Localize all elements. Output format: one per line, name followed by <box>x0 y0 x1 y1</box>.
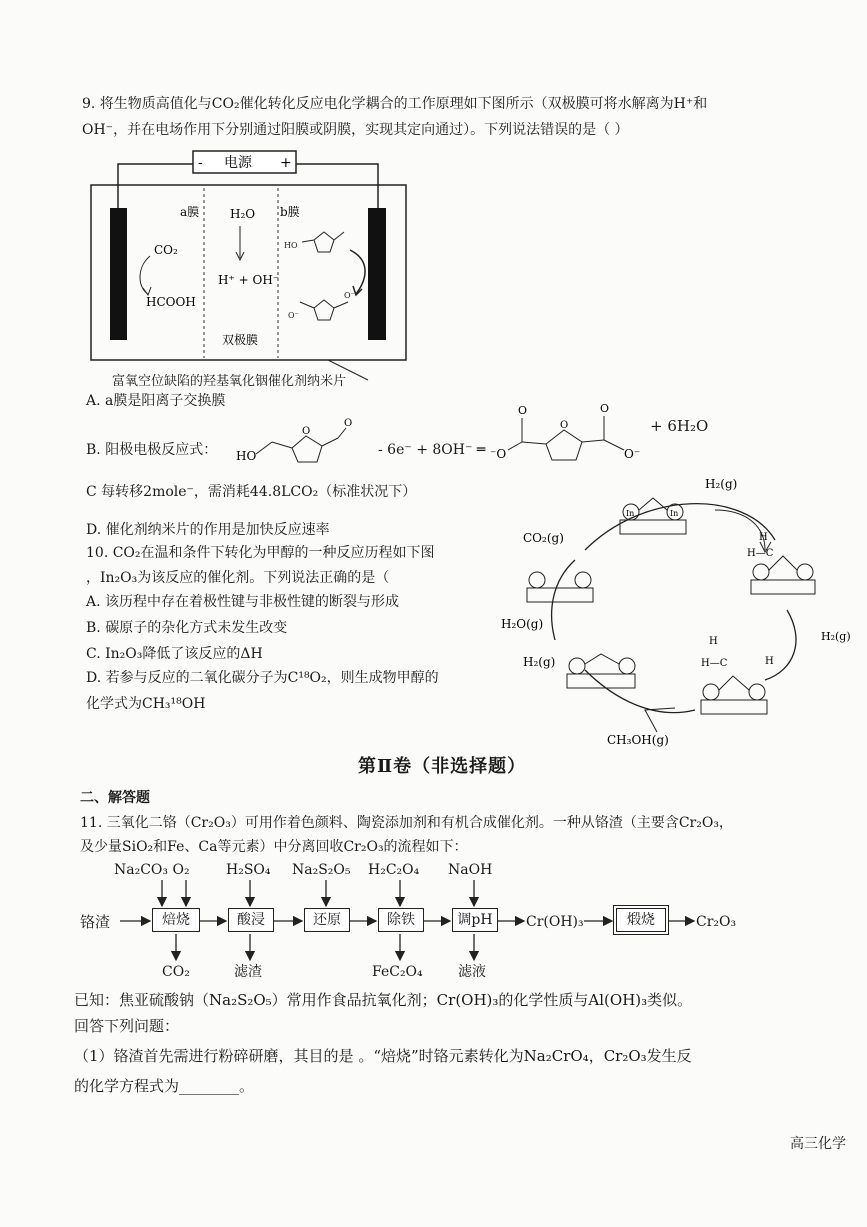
cathode-electrode <box>110 208 127 340</box>
q11-stem-line2: 及少量SiO₂和Fe、Ca等元素）中分离回收Cr₂O₃的流程如下： <box>80 839 468 855</box>
svg-text:O⁻: O⁻ <box>288 311 299 320</box>
svg-text:H—C: H—C <box>701 658 728 669</box>
ch3oh-gas-label: CH₃OH(g) <box>607 733 669 747</box>
reagent-remove-fe: H₂C₂O₄ <box>368 862 420 878</box>
flow-start: 铬渣 <box>80 913 111 931</box>
svg-text:HO: HO <box>284 241 298 250</box>
catalyst-unit-right-upper <box>751 556 815 594</box>
step-remove-iron: 除铁 <box>378 908 424 932</box>
h2-top-label: H₂(g) <box>705 477 738 491</box>
q9-option-d[interactable]: D. 催化剂纳米片的作用是加快反应速率 <box>86 522 330 538</box>
output-filtrate: 滤液 <box>458 964 486 980</box>
anode-electrode <box>368 208 386 340</box>
section-ii-title: 第Ⅱ卷（非选择题） <box>358 756 527 777</box>
catalyst-unit-left-upper <box>527 572 593 602</box>
h2-right-label: H₂(g) <box>821 630 851 643</box>
flow-arrows <box>0 876 760 966</box>
q9-option-a[interactable]: A. a膜是阳离子交换膜 <box>86 393 226 409</box>
electrochemical-cell-diagram <box>88 148 418 388</box>
fdca-molecule <box>288 291 355 320</box>
bipolar-label: 双极膜 <box>222 333 259 347</box>
q9-option-b-mid: - 6e⁻ + 8OH⁻ ═ <box>378 442 486 458</box>
q10-stem-line1: 10. CO₂在温和条件下转化为甲醇的一种反应历程如下图 <box>86 545 435 561</box>
step-calcine: 煅烧 <box>616 908 666 932</box>
q9-option-b-suffix: + 6H₂O <box>650 417 709 435</box>
q10-stem-line2: ，In₂O₃为该反应的催化剂。下列说法正确的是（ <box>86 570 390 586</box>
step-acid-leach: 酸浸 <box>228 908 274 932</box>
fdca-structure <box>490 400 650 466</box>
q10-option-a[interactable]: A. 该历程中存在着极性键与非极性键的断裂与形成 <box>86 594 400 610</box>
svg-text:O: O <box>560 420 569 431</box>
hcooh-label: HCOOH <box>146 295 196 309</box>
reagent-reduce: Na₂S₂O₅ <box>292 862 351 878</box>
svg-text:HO: HO <box>236 449 257 463</box>
hmf-molecule <box>284 232 344 252</box>
flow-end: Cr₂O₃ <box>696 914 737 930</box>
reagent-acid: H₂SO₄ <box>226 862 271 878</box>
h2-left-label: H₂(g) <box>523 655 556 669</box>
q9-option-b-prefix[interactable]: B. 阳极电极反应式： <box>86 442 218 458</box>
hmf-structure <box>232 412 377 467</box>
in-label-top-left: In <box>626 509 635 518</box>
svg-text:O: O <box>344 418 353 429</box>
power-minus: - <box>198 155 203 171</box>
reaction-cycle-diagram <box>495 470 867 750</box>
ions-label: H⁺ + OH⁻ <box>218 273 280 287</box>
q9-option-c[interactable]: C 每转移2mole⁻，需消耗44.8LCO₂（标准状况下） <box>86 484 417 500</box>
co2-label: CO₂ <box>154 243 178 257</box>
step-roast: 焙烧 <box>152 908 200 932</box>
step-adjust-ph: 调pH <box>452 908 498 932</box>
catalyst-unit-right-lower <box>701 676 767 714</box>
page-footer: 高三化学 <box>790 1136 846 1152</box>
power-plus: + <box>280 155 292 171</box>
svg-text:H: H <box>765 656 774 667</box>
q11-sub1-line1: （1）铬渣首先需进行粉碎研磨，其目的是 。“焙烧”时铬元素转化为Na₂CrO₄，Cr₂O₃发生反 <box>74 1047 692 1065</box>
svg-text:O: O <box>302 426 311 437</box>
q11-sub1-line2: 的化学方程式为________。 <box>74 1077 255 1095</box>
a-membrane-label: a膜 <box>180 205 200 219</box>
water-label: H₂O <box>230 207 256 221</box>
q11-stem-line1: 11. 三氧化二铬（Cr₂O₃）可用作着色颜料、陶瓷添加剂和有机合成催化剂。一种从铬渣（主要含Cr₂O₃， <box>80 815 733 831</box>
flow-crooh3: Cr(OH)₃ <box>526 914 584 930</box>
svg-text:O: O <box>600 402 610 415</box>
q10-option-c[interactable]: C. In₂O₃降低了该反应的ΔH <box>86 646 263 662</box>
output-residue: 滤渣 <box>234 964 262 980</box>
output-fec2o4: FeC₂O₄ <box>372 964 423 980</box>
reagent-roast: Na₂CO₃ O₂ <box>114 862 190 878</box>
q9-stem-line1: 9. 将生物质高值化与CO₂催化转化反应电化学耦合的工作原理如下图所示（双极膜可将水解离为H⁺和 <box>82 96 708 112</box>
in-label-top-right: In <box>670 509 679 518</box>
svg-text:⁻O: ⁻O <box>490 447 507 461</box>
q11-known-info: 已知：焦亚硫酸钠（Na₂S₂O₅）常用作食品抗氧化剂；Cr(OH)₃的化学性质与Al(OH)₃类似。 <box>74 991 693 1009</box>
q10-option-b[interactable]: B. 碳原子的杂化方式未发生改变 <box>86 620 288 636</box>
h2o-gas-label: H₂O(g) <box>501 617 544 631</box>
b-membrane-label: b膜 <box>280 205 300 219</box>
section-ii-subtitle: 二、解答题 <box>80 790 150 806</box>
output-co2: CO₂ <box>162 964 190 980</box>
power-label: 电源 <box>224 155 252 171</box>
co2-gas-label: CO₂(g) <box>523 531 564 545</box>
svg-text:O: O <box>518 404 528 417</box>
svg-text:O⁻: O⁻ <box>344 291 355 300</box>
catalyst-unit-left-lower <box>567 654 635 688</box>
q10-option-d-line1[interactable]: D. 若参与反应的二氧化碳分子为C¹⁸O₂，则生成物甲醇的 <box>86 670 439 686</box>
catalyst-caption: 富氧空位缺陷的羟基氧化铟催化剂纳米片 <box>112 374 347 389</box>
svg-text:H—C: H—C <box>747 548 774 559</box>
q10-option-d-line2: 化学式为CH₃¹⁸OH <box>86 696 206 712</box>
q9-stem-line2: OH⁻，并在电场作用下分别通过阳膜或阴膜，实现其定向通过）。下列说法错误的是（ ） <box>82 122 629 138</box>
svg-text:H: H <box>759 532 768 543</box>
svg-text:O⁻: O⁻ <box>624 447 641 461</box>
step-reduce: 还原 <box>304 908 350 932</box>
reagent-ph: NaOH <box>448 862 493 878</box>
q11-answer-prompt: 回答下列问题： <box>74 1017 180 1035</box>
svg-text:H: H <box>709 636 718 647</box>
